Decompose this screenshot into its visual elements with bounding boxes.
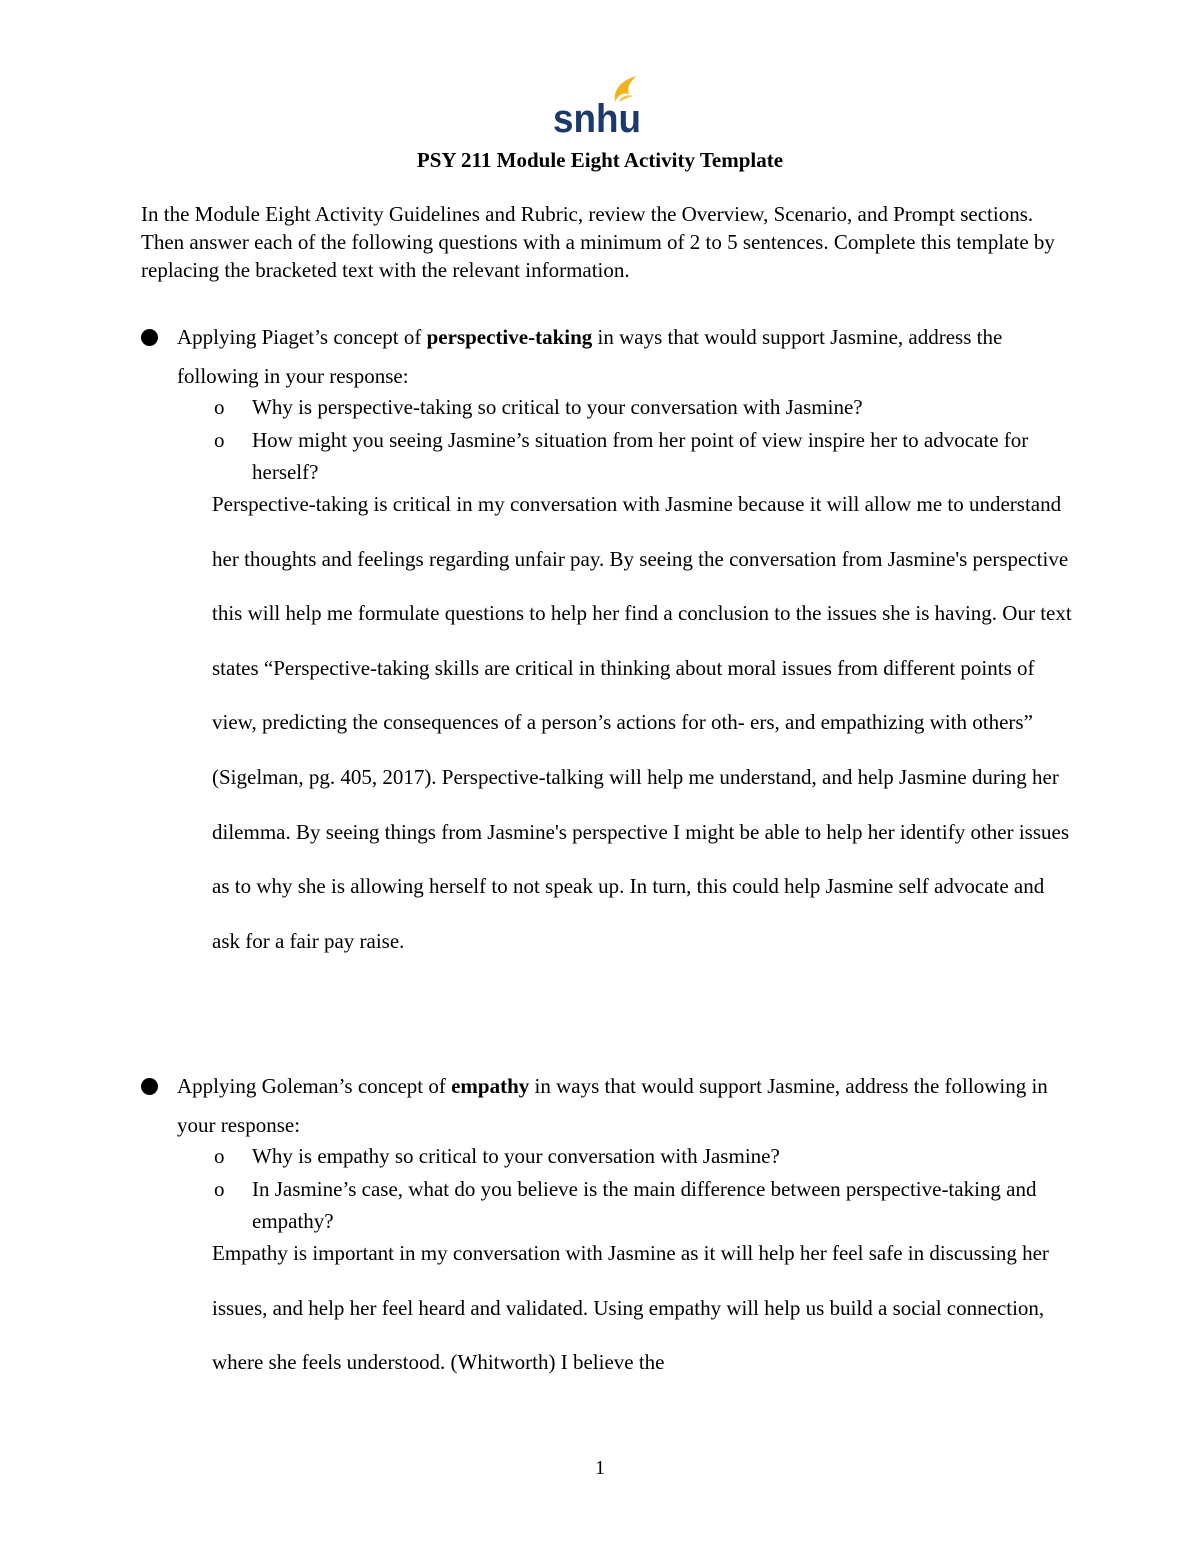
- bullet-icon: [141, 329, 158, 346]
- question-text: Why is empathy so critical to your conversation with Jasmine?: [252, 1144, 780, 1168]
- flame-leaf-icon: [553, 72, 645, 136]
- section-1-lead: [177, 318, 1071, 396]
- lead-text: in ways that would support Jasmine, address the following in your response:: [177, 1074, 1048, 1137]
- lead-text: in ways that would support Jasmine, address the following in your response:: [177, 325, 1003, 388]
- section-2-question-1: [214, 1140, 1072, 1172]
- section-1-prompt: [141, 318, 1071, 396]
- lead-text: Applying Piaget’s concept of: [177, 325, 427, 349]
- sub-bullet-icon: o: [214, 1144, 225, 1168]
- concept-term: empathy: [451, 1074, 530, 1098]
- question-text: In Jasmine’s case, what do you believe is the main difference between perspective-taking and empathy?: [252, 1177, 1037, 1233]
- page-title: PSY 211 Module Eight Activity Template: [416, 148, 784, 172]
- sub-bullet-icon: o: [214, 395, 225, 419]
- question-text: Why is perspective-taking so critical to your conversation with Jasmine?: [252, 395, 863, 419]
- logo-wordmark: snhu: [553, 97, 641, 136]
- page-number: 1: [595, 1457, 605, 1479]
- sub-bullet-icon: o: [214, 428, 225, 452]
- intro-paragraph: In the Module Eight Activity Guidelines and Rubric, review the Overview, Scenario, and Prompt sections. Then answer each of the following questions with a minimum of 2 to 5 sentences. Complete this template by replacing the bracketed text with the relevant information.: [141, 202, 1055, 282]
- section-2-lead: [177, 1067, 1071, 1145]
- question-text: How might you seeing Jasmine’s situation from her point of view inspire her to advocate for herself?: [252, 428, 1029, 484]
- section-2-prompt: [141, 1067, 1071, 1145]
- sub-bullet-icon: o: [214, 1177, 225, 1201]
- bullet-icon: [141, 1078, 158, 1095]
- section-1-question-1: [214, 391, 1072, 423]
- snhu-logo: [553, 72, 645, 136]
- section-1-answer: Perspective-taking is critical in my conversation with Jasmine because it will allow me to understand her thoughts and feelings regarding unfair pay. By seeing the conversation from Jasmine's perspective this will help me formulate questions to help her find a conclusion to the issues she is having. Our text states “Perspective-taking skills are critical in thinking about moral issues from different points of view, predicting the consequences of a person’s actions for oth- ers, and empathizing with others” (Sigelman, pg. 405, 2017). Perspective-talking will help me understand, and help Jasmine during her dilemma. By seeing things from Jasmine's perspective I might be able to help her identify other issues as to why she is allowing herself to not speak up. In turn, this could help Jasmine self advocate and ask for a fair pay raise.: [212, 492, 1072, 953]
- concept-term: perspective-taking: [426, 325, 593, 349]
- section-2-answer: Empathy is important in my conversation with Jasmine as it will help her feel safe in discussing her issues, and help her feel heard and validated. Using empathy will help us build a social connection, where she feels understood. (Whitworth) I believe the: [212, 1241, 1049, 1375]
- lead-text: Applying Goleman’s concept of: [177, 1074, 452, 1098]
